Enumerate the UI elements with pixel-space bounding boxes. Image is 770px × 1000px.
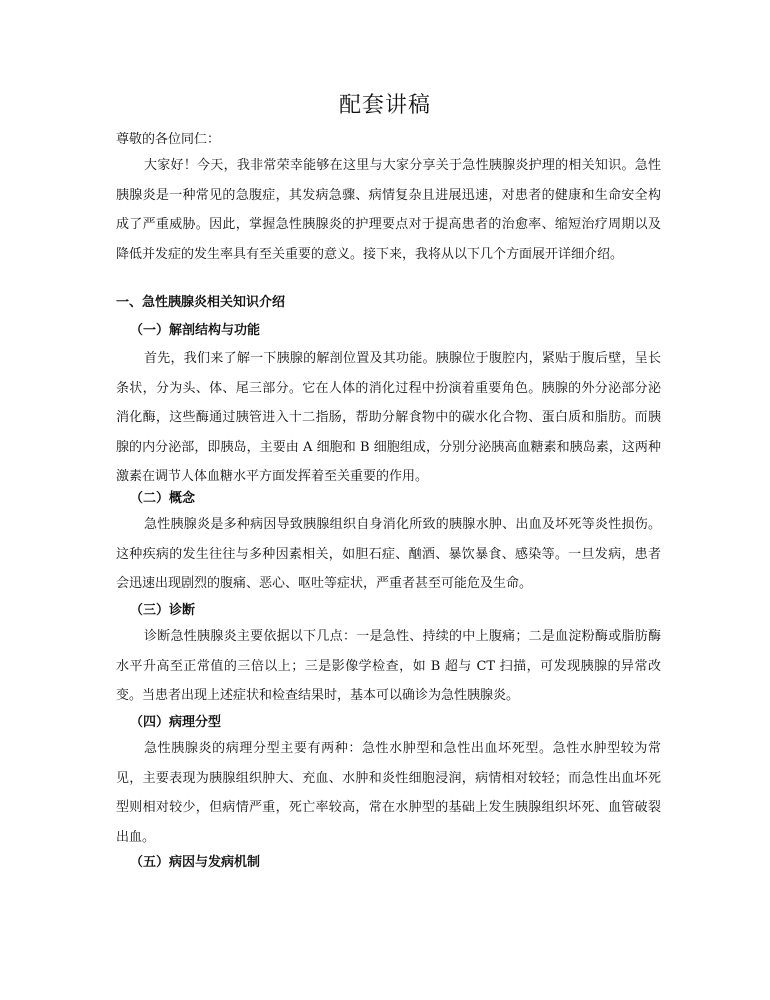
greeting: 尊敬的各位同仁： <box>116 132 221 147</box>
subheading-diagnosis: （三）诊断 <box>130 603 196 618</box>
section-heading-1: 一、急性胰腺炎相关知识介绍 <box>116 295 286 310</box>
subheading-etiology: （五）病因与发病机制 <box>130 855 261 870</box>
paragraph-pathology: 急性胰腺炎的病理分型主要有两种：急性水肿型和急性出血坏死型。急性水肿型较为常见，主要表现为胰腺组织肿大、充血、水肿和炎性细胞浸润，病情相对较轻；而急性出血坏死型则相对较少，但病情严重，死亡率较高，常在水肿型的基础上发生胰腺组织坏死、血管破裂出血。 <box>116 741 661 845</box>
intro-paragraph: 大家好！今天，我非常荣幸能够在这里与大家分享关于急性胰腺炎护理的相关知识。急性胰腺炎是一种常见的急腹症，其发病急骤、病情复杂且进展迅速，对患者的健康和生命安全构成了严重威胁。因此，掌握急性胰腺炎的护理要点对于提高患者的治愈率、缩短治疗周期以及降低并发症的发生率具有至关重要的意义。接下来，我将从以下几个方面展开详细介绍。 <box>116 158 661 262</box>
paragraph-diagnosis: 诊断急性胰腺炎主要依据以下几点：一是急性、持续的中上腹痛；二是血淀粉酶或脂肪酶水平升高至正常值的三倍以上；三是影像学检查，如 B 超与 CT 扫描，可发现胰腺的异常改变。当患者出现上述症状和检查结果时，基本可以确诊为急性胰腺炎。 <box>116 629 661 703</box>
paragraph-concept: 急性胰腺炎是多种病因导致胰腺组织自身消化所致的胰腺水肿、出血及坏死等炎性损伤。这种疾病的发生往往与多种因素相关，如胆石症、酗酒、暴饮暴食、感染等。一旦发病，患者会迅速出现剧烈的腹痛、恶心、呕吐等症状，严重者甚至可能危及生命。 <box>116 517 661 591</box>
subheading-concept: （二）概念 <box>130 491 196 506</box>
subheading-pathology: （四）病理分型 <box>130 715 222 730</box>
subheading-anatomy: （一）解剖结构与功能 <box>130 323 261 338</box>
page-title: 配套讲稿 <box>338 93 431 118</box>
paragraph-anatomy: 首先，我们来了解一下胰腺的解剖位置及其功能。胰腺位于腹腔内，紧贴于腹后壁，呈长条状，分为头、体、尾三部分。它在人体的消化过程中扮演着重要角色。胰腺的外分泌部分泌消化酶，这些酶通过胰管进入十二指肠，帮助分解食物中的碳水化合物、蛋白质和脂肪。而胰腺的内分泌部，即胰岛，主要由 A 细胞和 B 细胞组成，分别分泌胰高血糖素和胰岛素，这两种激素在调节人体血糖水平方面发挥着至关重要的作用。 <box>116 351 661 484</box>
